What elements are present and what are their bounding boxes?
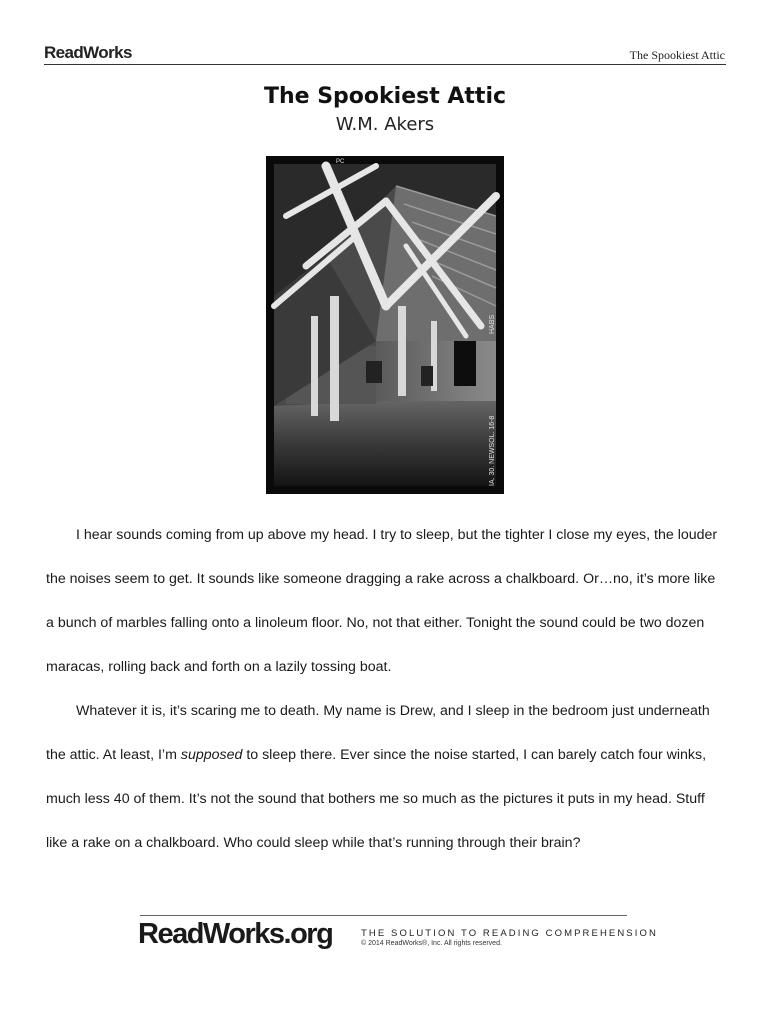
footer-tagline: THE SOLUTION TO READING COMPREHENSION (361, 928, 658, 939)
attic-photo (266, 156, 504, 494)
paragraph-2 (46, 689, 726, 865)
photo-top-label: PC (336, 159, 345, 165)
attic-photo-drawing (266, 156, 504, 494)
header-divider (44, 64, 726, 65)
paragraph-2-start: Whatever it is, it’s scaring me to death. My name is Drew, and I sleep in the bedroom just underneath the attic. At least, I’m (46, 703, 710, 763)
paragraph-2-end: to sleep there. Ever since the noise started, I can barely catch four winks, much less 40 of them. It’s not the sound that bothers me so much as the pictures it puts in my head. Stuff like a rake on a chalkboard. Who could sleep while that’s running through their brain? (46, 747, 707, 851)
paragraph-1: I hear sounds coming from up above my head. I try to sleep, but the tighter I close my eyes, the louder the noises seem to get. It sounds like someone dragging a rake across a chalkboard. Or…no, it’s more like a bunch of marbles falling onto a linoleum floor. No, not that either. Tonight the sound could be two dozen maracas, rolling back and forth on a lazily tossing boat. (46, 527, 718, 675)
readworks-org-logo: ReadWorks.org (138, 918, 333, 950)
readworks-logo: ReadWorks (44, 43, 132, 62)
article-body (46, 513, 726, 865)
photo-side-label: HABS (489, 314, 496, 334)
article-title: The Spookiest Attic (263, 84, 507, 109)
emphasis-supposed: supposed (180, 747, 243, 763)
footer-divider (140, 915, 627, 916)
article-author: W.M. Akers (335, 114, 435, 135)
photo-edge-caption: IA. 30. NEWSOL. 16-8 (489, 415, 496, 486)
footer-copyright: © 2014 ReadWorks®, Inc. All rights reserved. (361, 940, 502, 947)
running-title: The Spookiest Attic (629, 48, 725, 62)
